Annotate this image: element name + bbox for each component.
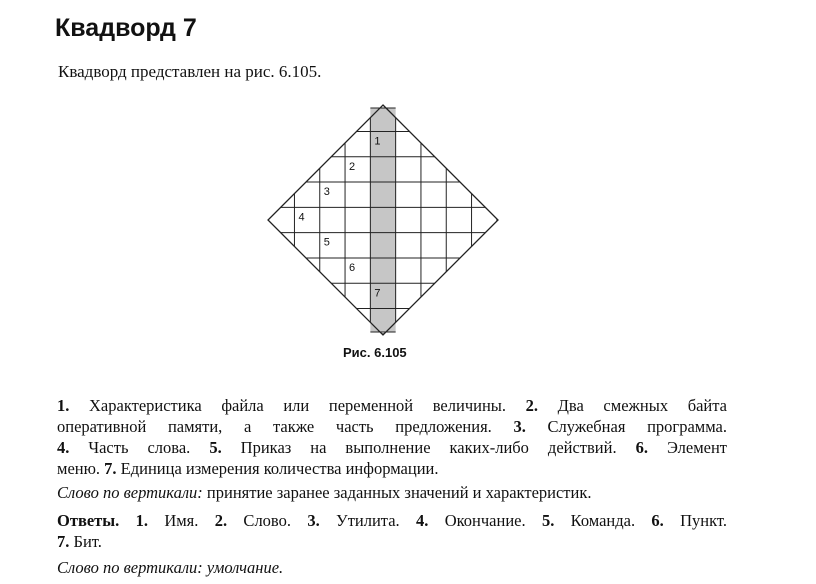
clue-text: Служебная программа. (525, 417, 727, 436)
clue-number: 1. (57, 396, 70, 415)
clue-line-1 (57, 395, 727, 416)
clue-number: 3. (513, 417, 526, 436)
clue-text: Часть слова. (69, 438, 210, 457)
answer-number: 4. (416, 511, 429, 530)
vertical-answer (57, 557, 727, 578)
clue-line-4 (57, 458, 727, 479)
vertical-clue (57, 482, 727, 503)
vertical-clue-label: Слово по вертикали: (57, 483, 203, 502)
vertical-answer-text: Слово по вертикали: умолчание. (57, 558, 284, 577)
answers-paragraph (57, 510, 727, 552)
answer-text: Имя. (148, 511, 215, 530)
answer-text: Пункт. (663, 511, 728, 530)
clue-number: 7. (104, 459, 117, 478)
clue-number: 2. (525, 396, 539, 415)
clues-paragraph (57, 395, 727, 479)
answers-label: Ответы. (57, 511, 120, 530)
clue-number-label: 6 (349, 261, 356, 274)
clue-text: меню. (57, 459, 105, 478)
answers-line-1 (57, 510, 727, 531)
vertical-clue-text: принятие заранее заданных значений и характеристик. (202, 483, 592, 502)
clue-number-label: 4 (298, 211, 305, 224)
clue-number: 5. (209, 438, 222, 457)
answers-line-2 (57, 531, 727, 552)
clue-text: Два смежных байта (538, 396, 728, 415)
answer-number: 1. (135, 511, 148, 530)
answer-text: Слово. (227, 511, 308, 530)
clue-text: Элемент (647, 438, 728, 457)
clue-number-label: 1 (374, 135, 381, 148)
clue-line-2 (57, 416, 727, 437)
clue-text: Единица измерения количества информации. (116, 459, 439, 478)
clue-number-label: 3 (323, 186, 330, 199)
clue-number-label: 5 (323, 236, 330, 249)
intro-text: Квадворд представлен на рис. 6.105. (58, 62, 322, 81)
answer-number: 5. (541, 511, 555, 530)
clue-number: 4. (57, 438, 70, 457)
answer-number: 6. (651, 511, 664, 530)
clue-number-label: 2 (349, 160, 356, 173)
answer-number: 3. (307, 511, 320, 530)
answer-text: Утилита. (319, 511, 416, 530)
clue-text: Приказ на выполнение каких-либо действий. (221, 438, 636, 457)
answer-number: 2. (214, 511, 228, 530)
answer-text: Окончание. (428, 511, 542, 530)
clue-text: оперативной памяти, а также часть предложения. (57, 417, 514, 436)
clue-number-label: 7 (374, 287, 381, 300)
page-title: Квадворд 7 (55, 14, 197, 42)
answer-text: Команда. (554, 511, 652, 530)
clue-number: 6. (635, 438, 648, 457)
figure-caption: Рис. 6.105 (343, 345, 407, 360)
answer-number: 7. (57, 532, 70, 551)
clue-line-3 (57, 437, 727, 458)
answer-text: Бит. (69, 532, 102, 551)
clue-text: Характеристика файла или переменной величины. (69, 396, 526, 415)
